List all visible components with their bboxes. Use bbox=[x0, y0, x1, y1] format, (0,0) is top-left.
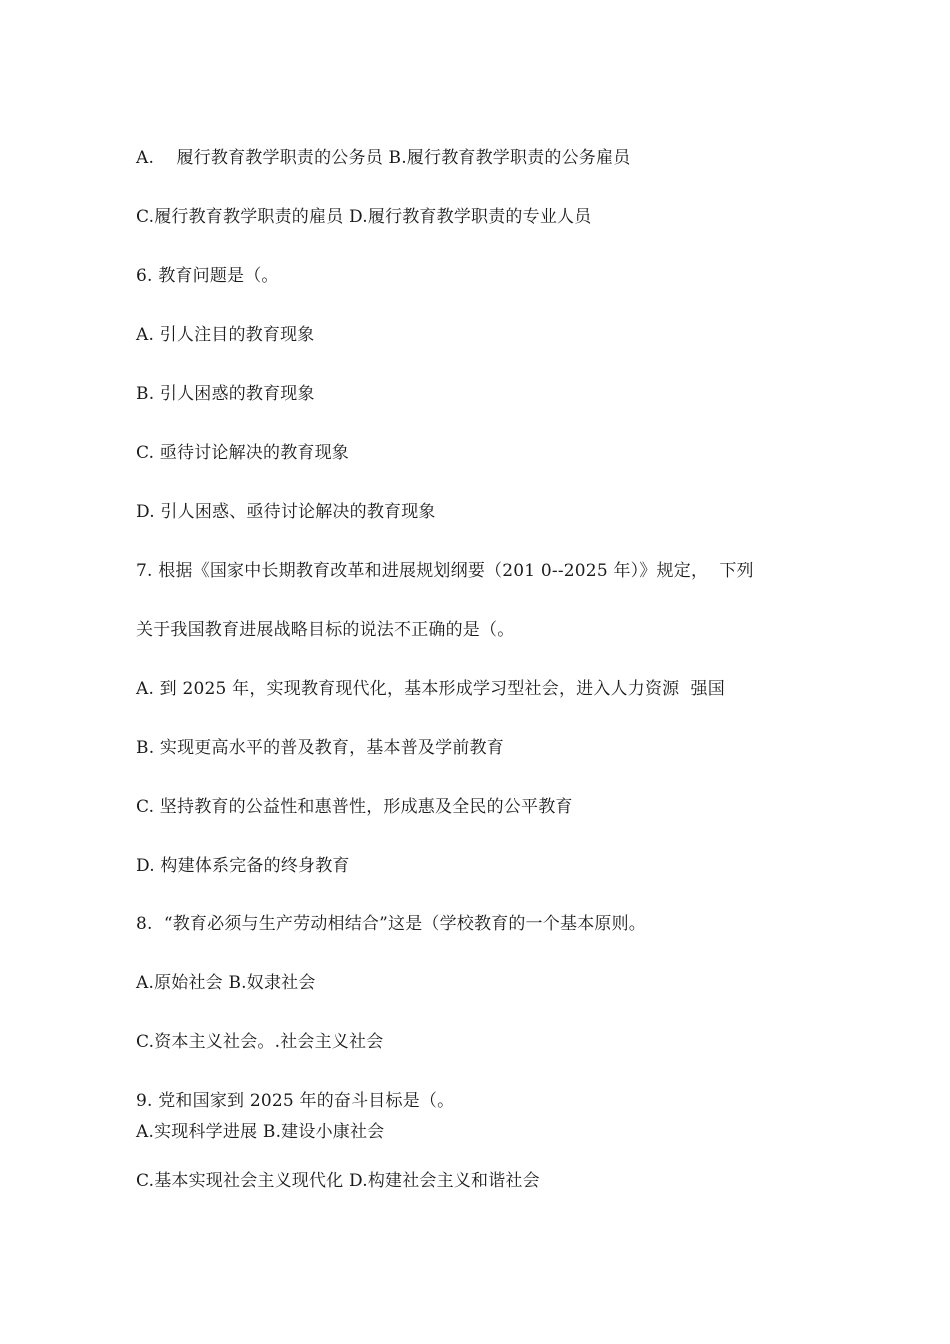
q5-options-a-b: A. 履行教育教学职责的公务员 B.履行教育教学职责的公务雇员 bbox=[136, 148, 631, 168]
q7-option-d: D. 构建体系完备的终身教育 bbox=[136, 856, 350, 876]
question-9: 9. 党和国家到 2025 年的奋斗目标是（。 bbox=[136, 1091, 455, 1111]
q6-option-a: A. 引人注目的教育现象 bbox=[136, 325, 315, 345]
question-8: 8. “教育必须与生产劳动相结合”这是（学校教育的一个基本原则。 bbox=[136, 914, 647, 934]
q8-options-c-d: C.资本主义社会。.社会主义社会 bbox=[136, 1032, 384, 1052]
q9-options-c-d: C.基本实现社会主义现代化 D.构建社会主义和谐社会 bbox=[136, 1171, 540, 1191]
q6-option-d: D. 引人困惑、亟待讨论解决的教育现象 bbox=[136, 502, 436, 522]
q5-options-c-d: C.履行教育教学职责的雇员 D.履行教育教学职责的专业人员 bbox=[136, 207, 592, 227]
q8-options-a-b: A.原始社会 B.奴隶社会 bbox=[136, 973, 316, 993]
q7-option-a: A. 到 2025 年，实现教育现代化，基本形成学习型社会，进入人力资源 强国 bbox=[136, 679, 725, 699]
q6-option-b: B. 引人困惑的教育现象 bbox=[136, 384, 315, 404]
q6-option-c: C. 亟待讨论解决的教育现象 bbox=[136, 443, 350, 463]
question-6: 6. 教育问题是（。 bbox=[136, 266, 279, 286]
q9-options-a-b: A.实现科学进展 B.建设小康社会 bbox=[136, 1122, 385, 1142]
q7-option-b: B. 实现更高水平的普及教育，基本普及学前教育 bbox=[136, 738, 504, 758]
question-7-line-1: 7. 根据《国家中长期教育改革和进展规划纲要（201 0--2025 年）》规定， 下列 bbox=[136, 561, 754, 581]
question-7-line-2: 关于我国教育进展战略目标的说法不正确的是（。 bbox=[136, 620, 515, 640]
q7-option-c: C. 坚持教育的公益性和惠普性，形成惠及全民的公平教育 bbox=[136, 797, 573, 817]
